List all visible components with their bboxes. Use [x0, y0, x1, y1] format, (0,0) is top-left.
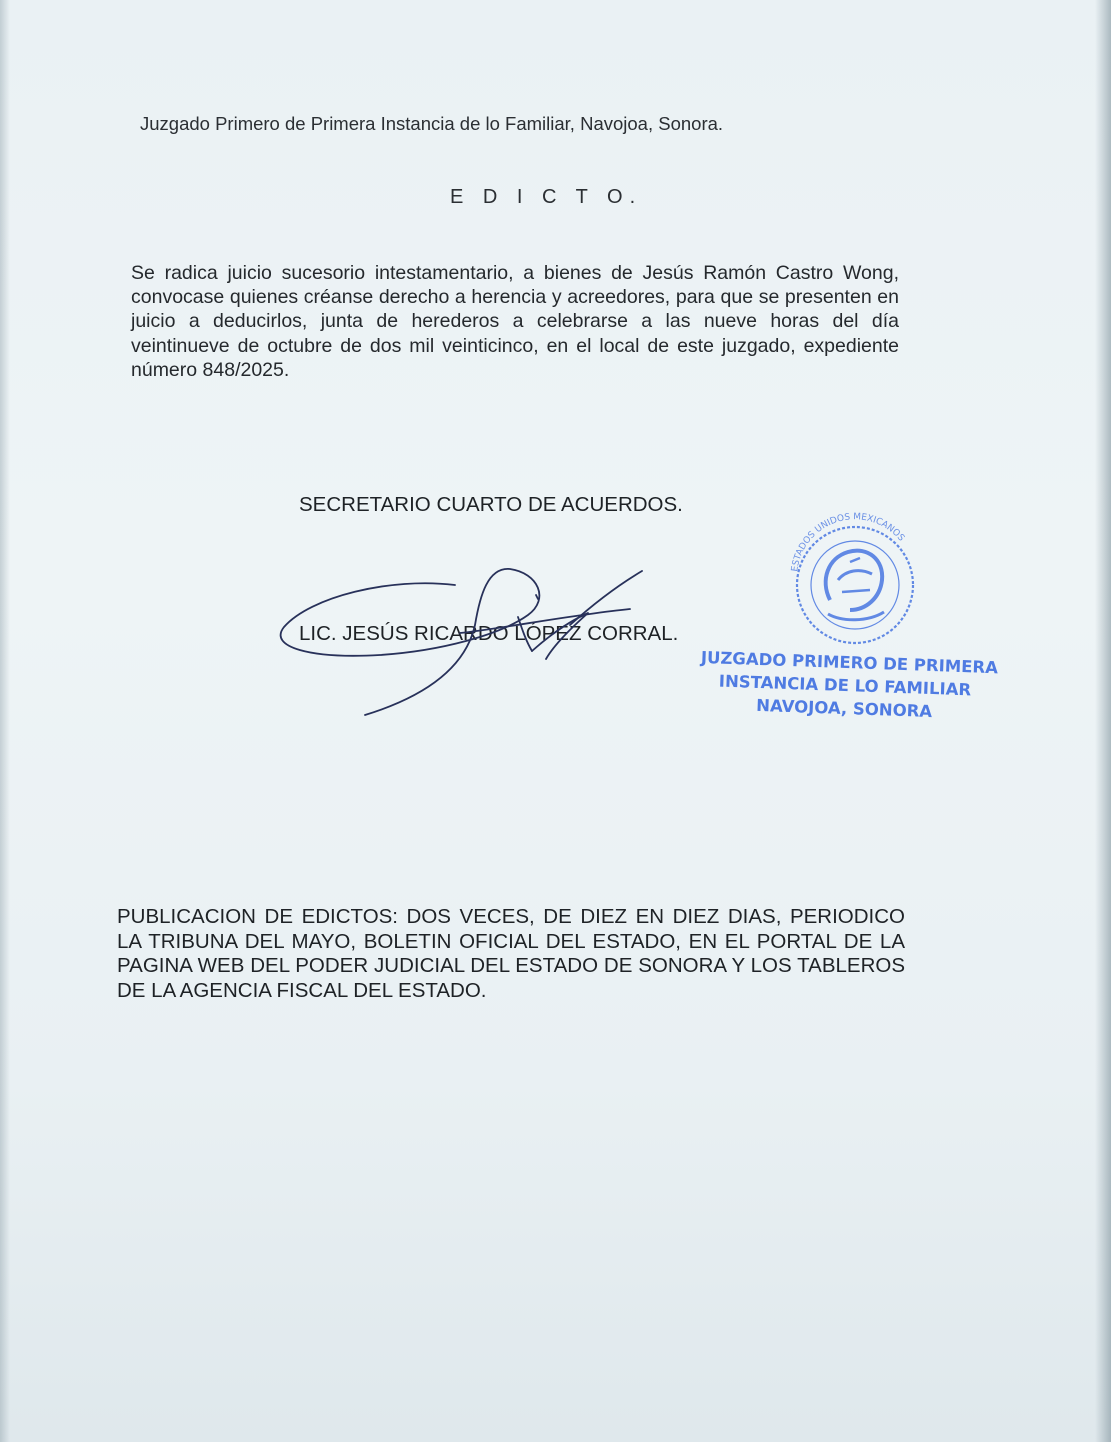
page-shadow-right [1095, 0, 1111, 1442]
document-title: E D I C T O. [450, 186, 643, 208]
edict-body: Se radica juicio sucesorio intestamentario, a bienes de Jesús Ramón Castro Wong, convocase quienes créanse derecho a herencia y acreedores, para que se presenten en juicio a deducirlos, junta de herederos a celebrarse a las nueve horas del día veintinueve de octubre de dos mil veinticinco, en el local de este juzgado, expediente número 848/2025. [131, 262, 899, 381]
handwritten-signature [270, 555, 660, 725]
stamp-line-2: INSTANCIA DE LO FAMILIAR [718, 671, 972, 700]
signer-name: LIC. JESÚS RICARDO LÓPEZ CORRAL. [299, 622, 679, 645]
official-seal [780, 510, 930, 650]
stamp-line-3: NAVOJOA, SONORA [755, 695, 933, 722]
stamp-line-1: JUZGADO PRIMERO DE PRIMERA [700, 647, 999, 678]
publication-notice: PUBLICACION DE EDICTOS: DOS VECES, DE DIEZ EN DIEZ DIAS, PERIODICO LA TRIBUNA DEL MAYO, BOLETIN OFICIAL DEL ESTADO, EN EL PORTAL DE LA PAGINA WEB DEL PODER JUDICIAL DEL ESTADO DE SONORA Y LOS TABLEROS DE LA AGENCIA FISCAL DEL ESTADO. [117, 905, 905, 1002]
court-stamp [699, 646, 999, 725]
seal-text: ESTADOS UNIDOS MEXICANOS [790, 512, 907, 573]
court-header: Juzgado Primero de Primera Instancia de lo Familiar, Navojoa, Sonora. [140, 113, 724, 134]
svg-text:ESTADOS UNIDOS MEXICANOS [790, 512, 906, 572]
signer-role: SECRETARIO CUARTO DE ACUERDOS. [299, 493, 683, 516]
page-shadow-left [0, 0, 10, 1442]
